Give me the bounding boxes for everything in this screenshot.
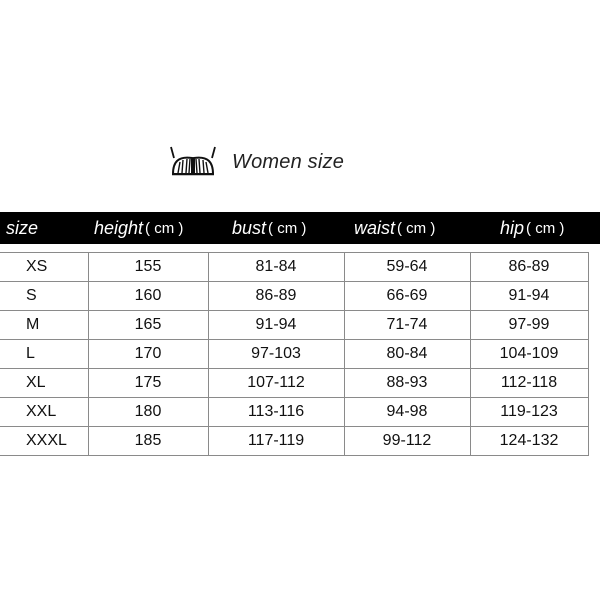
hip-cell: 104-109 <box>470 340 588 369</box>
hip-cell: 112-118 <box>470 369 588 398</box>
header-waist: waist ( cm ) <box>354 217 436 238</box>
page-title: Women size <box>232 150 345 173</box>
size-cell: XXL <box>0 398 88 427</box>
waist-cell: 80-84 <box>344 340 470 369</box>
bust-cell: 113-116 <box>208 398 344 427</box>
header-bust: bust ( cm ) <box>232 217 307 238</box>
size-cell: M <box>0 311 88 340</box>
table-row <box>0 282 588 311</box>
hip-cell: 119-123 <box>470 398 588 427</box>
bust-cell: 117-119 <box>208 427 344 456</box>
size-cell: XL <box>0 369 88 398</box>
height-cell: 160 <box>88 282 208 311</box>
table-row <box>0 311 588 340</box>
size-grid <box>0 252 589 456</box>
bra-icon <box>168 144 218 180</box>
height-cell: 185 <box>88 427 208 456</box>
size-cell: S <box>0 282 88 311</box>
bust-cell: 107-112 <box>208 369 344 398</box>
height-cell: 165 <box>88 311 208 340</box>
table-row <box>0 369 588 398</box>
bust-cell: 91-94 <box>208 311 344 340</box>
hip-cell: 86-89 <box>470 253 588 282</box>
bust-cell: 86-89 <box>208 282 344 311</box>
height-cell: 170 <box>88 340 208 369</box>
waist-cell: 88-93 <box>344 369 470 398</box>
table-row <box>0 427 588 456</box>
table-header <box>0 212 600 244</box>
hip-cell: 124-132 <box>470 427 588 456</box>
bust-cell: 81-84 <box>208 253 344 282</box>
height-cell: 180 <box>88 398 208 427</box>
table-row <box>0 253 588 282</box>
height-cell: 175 <box>88 369 208 398</box>
header-hip: hip ( cm ) <box>500 217 565 238</box>
title-row <box>168 144 344 180</box>
hip-cell: 97-99 <box>470 311 588 340</box>
size-chart-table <box>0 212 600 456</box>
waist-cell: 59-64 <box>344 253 470 282</box>
header-height: height ( cm ) <box>94 217 184 238</box>
waist-cell: 94-98 <box>344 398 470 427</box>
bust-cell: 97-103 <box>208 340 344 369</box>
waist-cell: 66-69 <box>344 282 470 311</box>
size-cell: XXXL <box>0 427 88 456</box>
size-cell: L <box>0 340 88 369</box>
waist-cell: 71-74 <box>344 311 470 340</box>
hip-cell: 91-94 <box>470 282 588 311</box>
table-row <box>0 340 588 369</box>
height-cell: 155 <box>88 253 208 282</box>
table-row <box>0 398 588 427</box>
header-size: size <box>6 217 39 238</box>
size-cell: XS <box>0 253 88 282</box>
waist-cell: 99-112 <box>344 427 470 456</box>
